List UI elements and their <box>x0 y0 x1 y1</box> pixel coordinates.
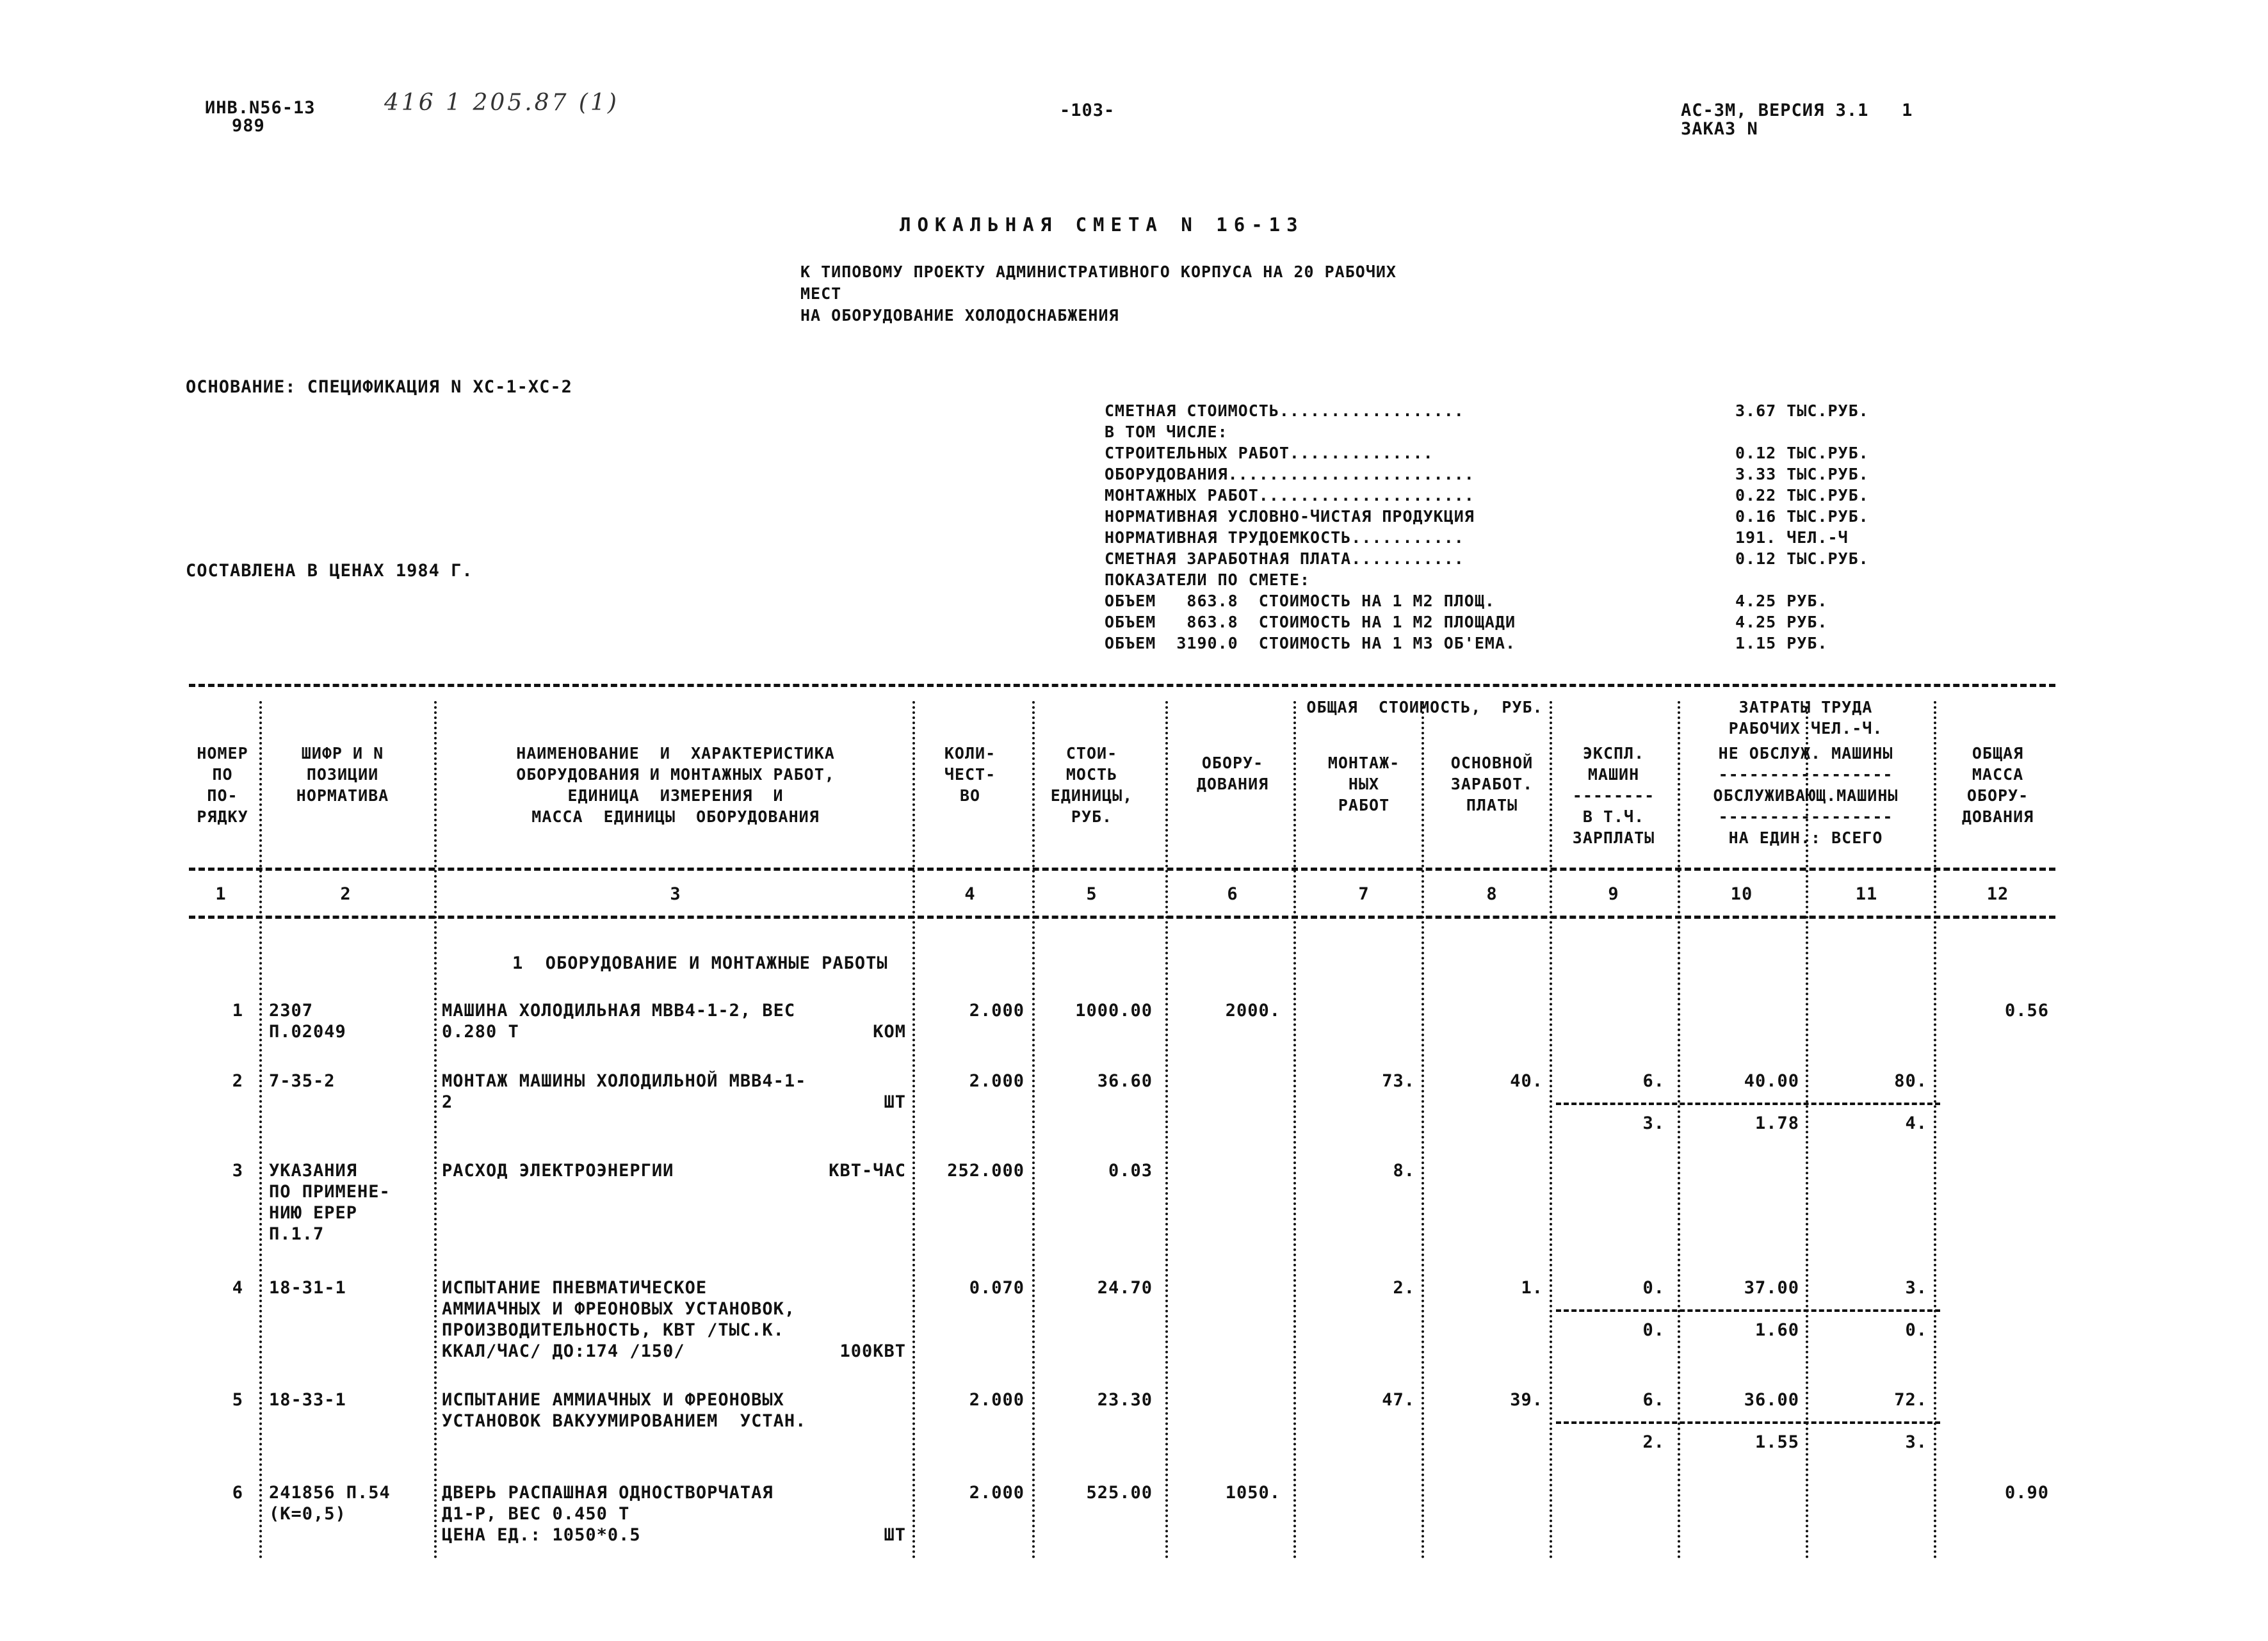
row-unit-price: 24.70 <box>1097 1278 1153 1298</box>
page-number: -103- <box>1060 101 1115 120</box>
col-header-quantity: КОЛИ- ЧЕСТ- ВО <box>944 744 996 805</box>
row-installation-cost: 8. <box>1393 1161 1415 1181</box>
row-base-salary: 39. <box>1510 1390 1543 1410</box>
row-base-salary: 40. <box>1510 1071 1543 1091</box>
row-labor-total-machine: 3. <box>1905 1432 1927 1452</box>
column-number: 11 <box>1855 884 1878 904</box>
row-number: 1 <box>232 1001 243 1021</box>
row-number: 5 <box>232 1390 243 1410</box>
column-separator <box>259 701 262 1559</box>
row-machines: 6. <box>1642 1071 1665 1091</box>
row-unit-price: 1000.00 <box>1075 1001 1153 1021</box>
summary-value: 3.33 ТЫС.РУБ. <box>1735 465 1869 483</box>
summary-label: СМЕТНАЯ ЗАРАБОТНАЯ ПЛАТА........... <box>1105 549 1464 568</box>
column-number: 7 <box>1358 884 1370 904</box>
summary-label: ОБЪЕМ 3190.0 СТОИМОСТЬ НА 1 М3 ОБ'ЕМА. <box>1105 634 1516 652</box>
summary-value: 0.12 ТЫС.РУБ. <box>1735 549 1869 568</box>
summary-value: 4.25 РУБ. <box>1735 613 1828 631</box>
row-number: 6 <box>232 1483 243 1503</box>
row-equipment-cost: 2000. <box>1225 1001 1281 1021</box>
column-separator <box>434 701 437 1559</box>
basis-line: ОСНОВАНИЕ: СПЕЦИФИКАЦИЯ N ХС-1-ХС-2 <box>186 377 572 397</box>
column-number: 3 <box>670 884 681 904</box>
column-separator <box>912 701 915 1559</box>
summary-label: ОБЪЕМ 863.8 СТОИМОСТЬ НА 1 М2 ПЛОЩАДИ <box>1105 613 1516 631</box>
row-name: МАШИНА ХОЛОДИЛЬНАЯ МВВ4-1-2, ВЕС 0.280 Т <box>442 1001 796 1042</box>
summary-value: 0.12 ТЫС.РУБ. <box>1735 444 1869 462</box>
row-unit: КОМ <box>873 1022 906 1042</box>
header-bottom-rule <box>189 868 2055 871</box>
col-header-machines: ЭКСПЛ. МАШИН -------- В Т.Ч. ЗАРПЛАТЫ <box>1572 744 1655 847</box>
row-labor-total-machine: 0. <box>1905 1320 1927 1340</box>
sub-row-rule <box>1556 1421 1940 1424</box>
row-code: УКАЗАНИЯ ПО ПРИМЕНЕ- НИЮ ЕРЕР П.1.7 <box>269 1161 391 1244</box>
column-separator <box>1165 701 1168 1559</box>
row-unit-price: 23.30 <box>1097 1390 1153 1410</box>
row-number: 4 <box>232 1278 243 1298</box>
row-installation-cost: 73. <box>1382 1071 1415 1091</box>
summary-label: В ТОМ ЧИСЛЕ: <box>1105 423 1228 441</box>
col-header-code: ШИФР И N ПОЗИЦИИ НОРМАТИВА <box>296 744 389 805</box>
row-unit: ШТ <box>884 1525 906 1545</box>
summary-value: 3.67 ТЫС.РУБ. <box>1735 401 1869 420</box>
column-number: 5 <box>1086 884 1098 904</box>
summary-label: МОНТАЖНЫХ РАБОТ..................... <box>1105 486 1475 505</box>
subtitle-line-1: К ТИПОВОМУ ПРОЕКТУ АДМИНИСТРАТИВНОГО КОРПУСА НА 20 РАБОЧИХ <box>800 263 1397 281</box>
row-quantity: 0.070 <box>969 1278 1025 1298</box>
summary-value: 191. ЧЕЛ.-Ч <box>1735 528 1849 547</box>
row-unit: ШТ <box>884 1092 906 1112</box>
row-unit-price: 525.00 <box>1086 1483 1153 1503</box>
column-separator <box>1806 701 1808 1559</box>
row-labor-total-machine: 4. <box>1905 1113 1927 1133</box>
row-quantity: 2.000 <box>969 1071 1025 1091</box>
column-separator <box>1934 701 1936 1559</box>
row-code: 7-35-2 <box>269 1071 336 1091</box>
column-separator <box>1550 701 1552 1559</box>
row-unit-price: 0.03 <box>1108 1161 1153 1181</box>
row-code: 18-31-1 <box>269 1278 346 1298</box>
column-number: 10 <box>1730 884 1753 904</box>
col-header-base-salary: ОСНОВНОЙ ЗАРАБОТ. ПЛАТЫ <box>1450 754 1534 814</box>
column-number: 8 <box>1486 884 1498 904</box>
row-code: 2307 П.02049 <box>269 1001 346 1042</box>
row-unit-price: 36.60 <box>1097 1071 1153 1091</box>
row-quantity: 2.000 <box>969 1483 1025 1503</box>
row-labor-unit-machine: 1.55 <box>1754 1432 1799 1452</box>
numbers-bottom-rule <box>189 916 2055 919</box>
col-header-mass: ОБЩАЯ МАССА ОБОРУ- ДОВАНИЯ <box>1961 744 2034 826</box>
row-machines: 0. <box>1642 1278 1665 1298</box>
column-number: 4 <box>964 884 976 904</box>
row-base-salary: 1. <box>1521 1278 1543 1298</box>
table-top-rule <box>189 684 2055 687</box>
row-quantity: 252.000 <box>947 1161 1025 1181</box>
summary-value: 0.22 ТЫС.РУБ. <box>1735 486 1869 505</box>
row-unit: КВТ-ЧАС <box>829 1161 906 1181</box>
row-number: 2 <box>232 1071 243 1091</box>
column-separator <box>1293 701 1296 1559</box>
col-header-labor: ЗАТРАТЫ ТРУДА РАБОЧИХ ЧЕЛ.-Ч. <box>1728 698 1883 738</box>
row-machines-salary: 0. <box>1642 1320 1665 1340</box>
version-info: АС-ЗМ, ВЕРСИЯ 3.1 1 <box>1681 101 1913 120</box>
summary-value: 0.16 ТЫС.РУБ. <box>1735 507 1869 526</box>
row-name: МОНТАЖ МАШИНЫ ХОЛОДИЛЬНОЙ МВВ4-1- 2 <box>442 1071 807 1112</box>
column-number: 6 <box>1227 884 1238 904</box>
summary-label: СТРОИТЕЛЬНЫХ РАБОТ.............. <box>1105 444 1434 462</box>
row-labor-total: 80. <box>1894 1071 1927 1091</box>
section-title: 1 ОБОРУДОВАНИЕ И МОНТАЖНЫЕ РАБОТЫ <box>512 953 888 973</box>
column-number: 12 <box>1986 884 2009 904</box>
summary-label: НОРМАТИВНАЯ ТРУДОЕМКОСТЬ........... <box>1105 528 1464 547</box>
col-header-equipment: ОБОРУ- ДОВАНИЯ <box>1196 754 1269 793</box>
row-name: ДВЕРЬ РАСПАШНАЯ ОДНОСТВОРЧАТАЯ Д1-Р, ВЕС 0.450 Т ЦЕНА ЕД.: 1050*0.5 <box>442 1483 774 1545</box>
column-separator <box>1678 701 1680 1559</box>
row-labor-unit: 40.00 <box>1744 1071 1799 1091</box>
summary-label: ОБОРУДОВАНИЯ........................ <box>1105 465 1475 483</box>
subtitle-line-2: МЕСТ <box>800 284 842 303</box>
col-header-unit-price: СТОИ- МОСТЬ ЕДИНИЦЫ, РУБ. <box>1050 744 1133 826</box>
summary-label: ПОКАЗАТЕЛИ ПО СМЕТЕ: <box>1105 570 1311 589</box>
row-machines-salary: 2. <box>1642 1432 1665 1452</box>
row-machines: 6. <box>1642 1390 1665 1410</box>
column-number: 9 <box>1608 884 1619 904</box>
row-unit: 100КВТ <box>839 1341 906 1361</box>
summary-label: СМЕТНАЯ СТОИМОСТЬ.................. <box>1105 401 1464 420</box>
row-labor-total: 3. <box>1905 1278 1927 1298</box>
document-title: ЛОКАЛЬНАЯ СМЕТА N 16-13 <box>900 214 1304 236</box>
col-header-number: НОМЕР ПО ПО- РЯДКУ <box>197 744 248 826</box>
row-mass: 0.56 <box>2004 1001 2049 1021</box>
col-header-total-cost: ОБЩАЯ СТОИМОСТЬ, РУБ. <box>1306 698 1543 716</box>
row-name: ИСПЫТАНИЕ АММИАЧНЫХ И ФРЕОНОВЫХ УСТАНОВОК ВАКУУМИРОВАНИЕМ УСТАН. <box>442 1390 807 1431</box>
summary-value: 4.25 РУБ. <box>1735 592 1828 610</box>
column-separator <box>1032 701 1035 1559</box>
column-separator <box>1422 701 1424 1559</box>
summary-value: 1.15 РУБ. <box>1735 634 1828 652</box>
row-code: 18-33-1 <box>269 1390 346 1410</box>
summary-label: ОБЪЕМ 863.8 СТОИМОСТЬ НА 1 М2 ПЛОЩ. <box>1105 592 1495 610</box>
handwritten-note: 416 1 205.87 (1) <box>384 90 619 116</box>
subtitle-line-3: НА ОБОРУДОВАНИЕ ХОЛОДОСНАБЖЕНИЯ <box>800 306 1119 325</box>
sub-row-rule <box>1556 1103 1940 1105</box>
column-number: 2 <box>340 884 352 904</box>
row-number: 3 <box>232 1161 243 1181</box>
col-header-name: НАИМЕНОВАНИЕ И ХАРАКТЕРИСТИКА ОБОРУДОВАНИЯ И МОНТАЖНЫХ РАБОТ, ЕДИНИЦА ИЗМЕРЕНИЯ И МАССА ЕДИНИЦЫ ОБОРУДОВАНИЯ <box>516 744 835 826</box>
row-equipment-cost: 1050. <box>1225 1483 1281 1503</box>
row-labor-unit: 37.00 <box>1744 1278 1799 1298</box>
inventory-number: ИНВ.N56-13 <box>205 98 316 118</box>
row-labor-unit-machine: 1.60 <box>1754 1320 1799 1340</box>
row-mass: 0.90 <box>2004 1483 2049 1503</box>
row-installation-cost: 2. <box>1393 1278 1415 1298</box>
inventory-suffix: 989 <box>232 116 265 136</box>
summary-label: НОРМАТИВНАЯ УСЛОВНО-ЧИСТАЯ ПРОДУКЦИЯ <box>1105 507 1475 526</box>
row-code: 241856 П.54 (К=0,5) <box>269 1483 391 1524</box>
row-labor-unit-machine: 1.78 <box>1754 1113 1799 1133</box>
column-number: 1 <box>215 884 227 904</box>
row-labor-total: 72. <box>1894 1390 1927 1410</box>
col-header-labor-sub: НЕ ОБСЛУЖ. МАШИНЫ ----------------- ОБСЛУЖИВАЮЩ.МАШИНЫ ----------------- НА ЕДИН.: ВСЕГО <box>1713 744 1899 847</box>
row-installation-cost: 47. <box>1382 1390 1415 1410</box>
row-name: ИСПЫТАНИЕ ПНЕВМАТИЧЕСКОЕ АММИАЧНЫХ И ФРЕОНОВЫХ УСТАНОВОК, ПРОИЗВОДИТЕЛЬНОСТЬ, КВТ /ТЫС.К. ККАЛ/ЧАС/ ДО:174 /150/ <box>442 1278 796 1361</box>
sub-row-rule <box>1556 1309 1940 1312</box>
row-quantity: 2.000 <box>969 1001 1025 1021</box>
row-labor-unit: 36.00 <box>1744 1390 1799 1410</box>
composed-line: СОСТАВЛЕНА В ЦЕНАХ 1984 Г. <box>186 561 473 581</box>
row-name: РАСХОД ЭЛЕКТРОЭНЕРГИИ <box>442 1161 674 1181</box>
row-machines-salary: 3. <box>1642 1113 1665 1133</box>
col-header-installation: МОНТАЖ- НЫХ РАБОТ <box>1327 754 1400 814</box>
order-number: ЗАКАЗ N <box>1681 119 1758 139</box>
row-quantity: 2.000 <box>969 1390 1025 1410</box>
